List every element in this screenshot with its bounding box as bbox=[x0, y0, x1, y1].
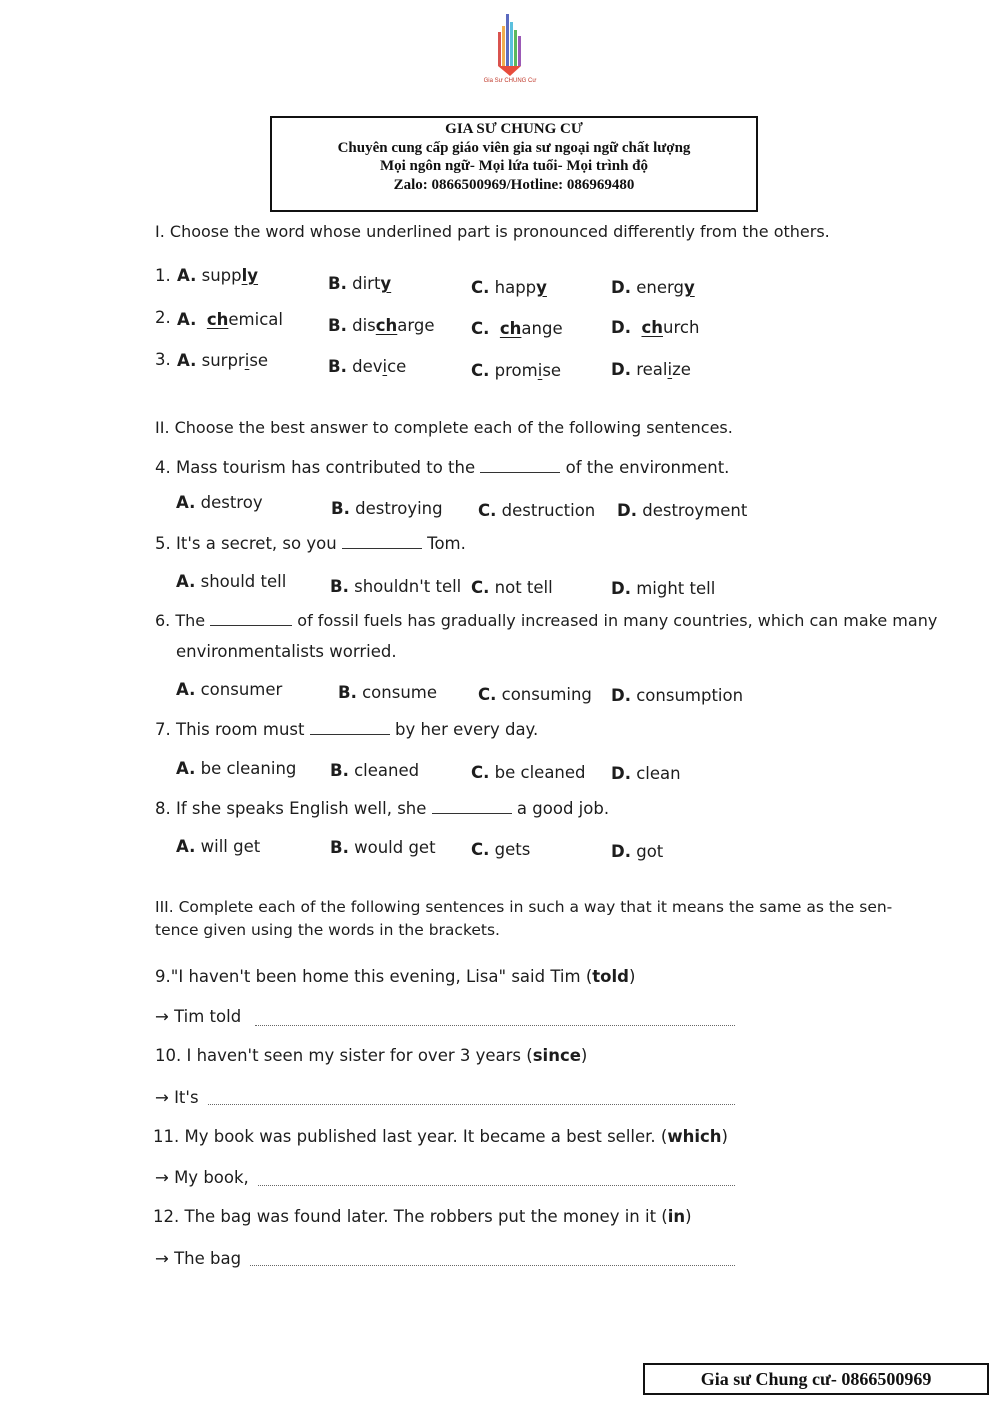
question-4-option-b: B. destroying bbox=[331, 499, 443, 518]
footer-box bbox=[643, 1363, 989, 1395]
logo-caption: Gia Sư CHUNG Cư bbox=[483, 78, 537, 84]
question-4-option-c: C. destruction bbox=[478, 501, 596, 520]
question-10-stem: 10. I haven't seen my sister for over 3 years (since) bbox=[155, 1046, 588, 1065]
header-line-2: Mọi ngôn ngữ- Mọi lứa tuổi- Mọi trình độ bbox=[379, 158, 648, 174]
question-12-answer-prompt: → The bag bbox=[155, 1249, 242, 1268]
header-line-1: Chuyên cung cấp giáo viên gia sư ngoại ngữ chất lượng bbox=[337, 139, 691, 156]
question-7-option-d: D. clean bbox=[611, 764, 681, 783]
section-3-heading-line-1: III. Complete each of the following sentences in such a way that it means the same as the sen- bbox=[155, 898, 893, 916]
question-6-stem: 6. The of fossil fuels has gradually increased in many countries, which can make many bbox=[155, 611, 938, 630]
question-1-option-b: B. dirty bbox=[328, 274, 392, 293]
question-6-option-c: C. consuming bbox=[478, 685, 592, 704]
question-2-option-b: B. discharge bbox=[328, 316, 435, 335]
question-1-option-c: C. happy bbox=[471, 278, 547, 297]
section-1-heading: I. Choose the word whose underlined part is pronounced differently from the others. bbox=[155, 222, 830, 241]
question-11-stem: 11. My book was published last year. It became a best seller. (which) bbox=[153, 1127, 728, 1146]
header-box bbox=[270, 116, 758, 212]
question-1-number: 1. bbox=[155, 266, 171, 285]
question-4-option-d: D. destroyment bbox=[617, 501, 748, 520]
section-3-heading-line-2: tence given using the words in the brackets. bbox=[155, 921, 500, 939]
question-8-option-d: D. got bbox=[611, 842, 664, 861]
question-7-option-c: C. be cleaned bbox=[471, 763, 586, 782]
question-6-option-a: A. consumer bbox=[176, 680, 283, 699]
question-3-option-b: B. device bbox=[328, 357, 407, 376]
question-1-option-d: D. energy bbox=[611, 278, 695, 297]
question-11-answer-prompt: → My book, bbox=[155, 1168, 249, 1187]
question-10-answer-prompt: → It's bbox=[155, 1088, 199, 1107]
question-1-option-a: A. supply bbox=[177, 266, 259, 285]
question-2-option-c: C. change bbox=[471, 319, 563, 338]
question-5-option-b: B. shouldn't tell bbox=[330, 577, 462, 596]
question-7-option-a: A. be cleaning bbox=[176, 759, 297, 778]
section-2-heading: II. Choose the best answer to complete each of the following sentences. bbox=[155, 418, 733, 437]
question-5-option-c: C. not tell bbox=[471, 578, 553, 597]
question-12-stem: 12. The bag was found later. The robbers put the money in it (in) bbox=[153, 1207, 692, 1226]
question-12-answer-line[interactable] bbox=[250, 1265, 735, 1266]
question-2-option-a: A. chemical bbox=[177, 310, 283, 329]
question-5-option-d: D. might tell bbox=[611, 579, 716, 598]
question-4-stem: 4. Mass tourism has contributed to the of the environment. bbox=[155, 458, 730, 477]
question-9-stem: 9."I haven't been home this evening, Lisa" said Tim (told) bbox=[155, 967, 636, 986]
question-3-number: 3. bbox=[155, 350, 171, 369]
header-line-3: Zalo: 0866500969/Hotline: 086969480 bbox=[393, 176, 635, 193]
question-9-answer-prompt: → Tim told bbox=[155, 1007, 242, 1026]
question-3-option-d: D. realize bbox=[611, 360, 691, 379]
header-title: GIA SƯ CHUNG CƯ bbox=[445, 121, 583, 137]
question-8-option-a: A. will get bbox=[176, 837, 261, 856]
footer-text: Gia sư Chung cư- 0866500969 bbox=[700, 1369, 932, 1389]
question-11-answer-line[interactable] bbox=[258, 1185, 735, 1186]
question-9-answer-line[interactable] bbox=[255, 1025, 735, 1026]
question-3-option-a: A. surprise bbox=[177, 351, 269, 370]
question-2-option-d: D. church bbox=[611, 318, 700, 337]
logo bbox=[475, 12, 545, 94]
question-4-option-a: A. destroy bbox=[176, 493, 263, 512]
question-10-answer-line[interactable] bbox=[208, 1104, 735, 1105]
question-7-option-b: B. cleaned bbox=[330, 761, 420, 780]
pencil-logo-icon bbox=[495, 12, 525, 76]
question-3-option-c: C. promise bbox=[471, 361, 562, 380]
question-8-option-c: C. gets bbox=[471, 840, 531, 859]
question-8-stem: 8. If she speaks English well, she a good job. bbox=[155, 799, 610, 818]
question-2-number: 2. bbox=[155, 308, 171, 327]
question-5-option-a: A. should tell bbox=[176, 572, 287, 591]
question-8-option-b: B. would get bbox=[330, 838, 436, 857]
question-5-stem: 5. It's a secret, so you Tom. bbox=[155, 534, 466, 553]
question-6-option-d: D. consumption bbox=[611, 686, 744, 705]
question-6-option-b: B. consume bbox=[338, 683, 438, 702]
question-7-stem: 7. This room must by her every day. bbox=[155, 720, 539, 739]
question-6-stem-continued: environmentalists worried. bbox=[176, 642, 397, 661]
